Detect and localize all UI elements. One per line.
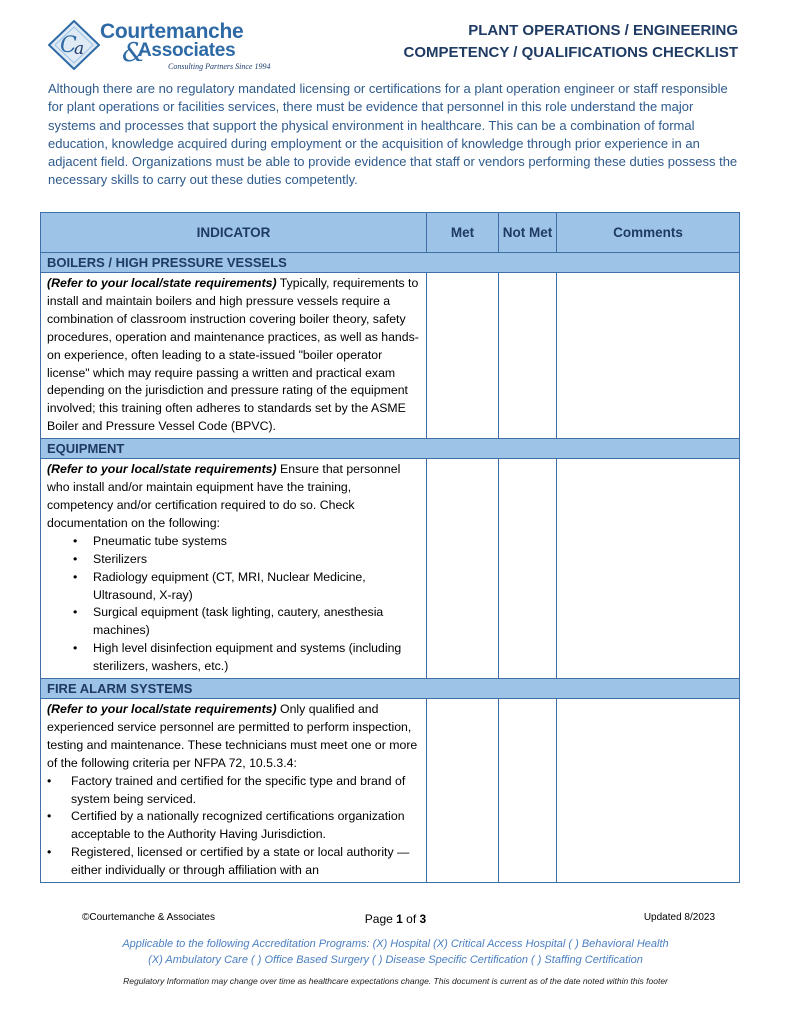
section-title: BOILERS / HIGH PRESSURE VESSELS	[41, 253, 740, 273]
list-item: • High level disinfection equipment and systems (including sterilizers, washers, etc.)	[47, 640, 420, 676]
logo-name-line2: Associates	[138, 40, 236, 61]
indicator-text: Only qualified and experienced service personnel are permitted to perform inspection, testing and maintenance. These technicians must meet one or more of the following criteria per NFPA 72, 10.5.3.4:	[47, 702, 418, 770]
indicator-cell	[41, 699, 427, 883]
footer-updated: Updated 8/2023	[643, 912, 715, 923]
indicator-cell	[41, 273, 427, 439]
svg-text:C: C	[60, 33, 77, 58]
header-indicator: INDICATOR	[41, 213, 427, 253]
logo-ampersand: &	[122, 38, 146, 68]
footer-copyright: ©Courtemanche & Associates	[82, 912, 215, 923]
header-comments: Comments	[557, 213, 740, 253]
reference-note: (Refer to your local/state requirements)	[47, 702, 277, 717]
table-row	[41, 699, 740, 883]
bullet-list	[47, 773, 420, 880]
header-met: Met	[427, 213, 499, 253]
comments-cell[interactable]	[557, 699, 740, 883]
indicator-text: Typically, requirements to install and maintain boilers and high pressure vessels require a combination of classroom instruction covering boiler theory, safety procedures, operation and maintenance practices, as well as hands-on experience, often leading to a state-issued "boiler operator license" which may require passing a written and practical exam depending on the jurisdiction and pressure rating of the equipment involved; this training often adheres to standards set by the ASME Boiler and Pressure Vessel Code (BPVC).	[47, 276, 419, 434]
footer-disclaimer: Regulatory Information may change over time as healthcare expectations change. This document is current as of the date noted within this footer	[123, 976, 668, 986]
title-line-2: COMPETENCY / QUALIFICATIONS CHECKLIST	[403, 44, 738, 61]
page-header	[48, 18, 738, 78]
checklist-table	[40, 212, 740, 883]
table-header-row	[41, 213, 740, 253]
list-item: • Sterilizers	[47, 551, 420, 569]
page-of: of	[402, 912, 420, 926]
page-number: 1	[396, 912, 403, 926]
logo-diamond-icon	[48, 20, 100, 70]
list-item: • Registered, licensed or certified by a state or local authority — either individually or through affiliation with an	[47, 844, 420, 880]
met-cell[interactable]	[427, 699, 499, 883]
table-row	[41, 273, 740, 439]
comments-cell[interactable]	[557, 273, 740, 439]
met-cell[interactable]	[427, 273, 499, 439]
section-title: EQUIPMENT	[41, 439, 740, 459]
section-row-fire-alarm	[41, 679, 740, 699]
table-row	[41, 459, 740, 679]
reference-note: (Refer to your local/state requirements)	[47, 276, 277, 290]
indicator-cell	[41, 459, 427, 679]
list-item: • Factory trained and certified for the specific type and brand of system being serviced.	[47, 773, 420, 809]
header-not-met: Not Met	[499, 213, 557, 253]
programs-line-2: (X) Ambulatory Care ( ) Office Based Surgery ( ) Disease Specific Certification ( ) Staffing Certification	[148, 954, 643, 966]
list-item: • Surgical equipment (task lighting, cautery, anesthesia machines)	[47, 604, 420, 640]
indicator-text: Ensure that personnel who install and/or maintain equipment have the training, competency and/or certification required to do so. Check documentation on the following:	[47, 462, 401, 530]
met-cell[interactable]	[427, 459, 499, 679]
document-title	[404, 20, 738, 64]
list-item: • Certified by a nationally recognized certifications organization acceptable to the Authority Having Jurisdiction.	[47, 808, 420, 844]
company-logo	[48, 18, 288, 76]
list-item: • Radiology equipment (CT, MRI, Nuclear Medicine, Ultrasound, X-ray)	[47, 569, 420, 605]
accreditation-programs	[0, 936, 791, 968]
not-met-cell[interactable]	[499, 273, 557, 439]
logo-tagline: Consulting Partners Since 1994	[168, 62, 271, 71]
title-line-1: PLANT OPERATIONS / ENGINEERING	[468, 22, 738, 39]
list-item: • Pneumatic tube systems	[47, 533, 420, 551]
programs-line-1: Applicable to the following Accreditation Programs: (X) Hospital (X) Critical Access Hospital ( ) Behavioral Health	[122, 938, 669, 950]
section-row-boilers	[41, 253, 740, 273]
section-title: FIRE ALARM SYSTEMS	[41, 679, 740, 699]
comments-cell[interactable]	[557, 459, 740, 679]
page-prefix: Page	[364, 912, 397, 926]
not-met-cell[interactable]	[499, 699, 557, 883]
section-row-equipment	[41, 439, 740, 459]
page-total: 3	[419, 912, 427, 926]
logo-name-line1: Courtemanche	[100, 20, 244, 43]
svg-text:a: a	[74, 39, 85, 59]
not-met-cell[interactable]	[499, 459, 557, 679]
reference-note: (Refer to your local/state requirements)	[47, 462, 277, 477]
bullet-list	[47, 533, 420, 676]
intro-paragraph: Although there are no regulatory mandated licensing or certifications for a plant operation engineer or staff responsible for plant operations or facilities services, there must be evidence that personnel in this role understand the major systems and processes that support the physical environment in healthcare. This can be a combination of formal education, knowledge acquired during employment or the acquisition of knowledge through prior experience in an adjacent field. Organizations must be able to provide evidence that staff or vendors performing these duties possess the necessary skills to carry out these duties competently.	[48, 81, 738, 188]
